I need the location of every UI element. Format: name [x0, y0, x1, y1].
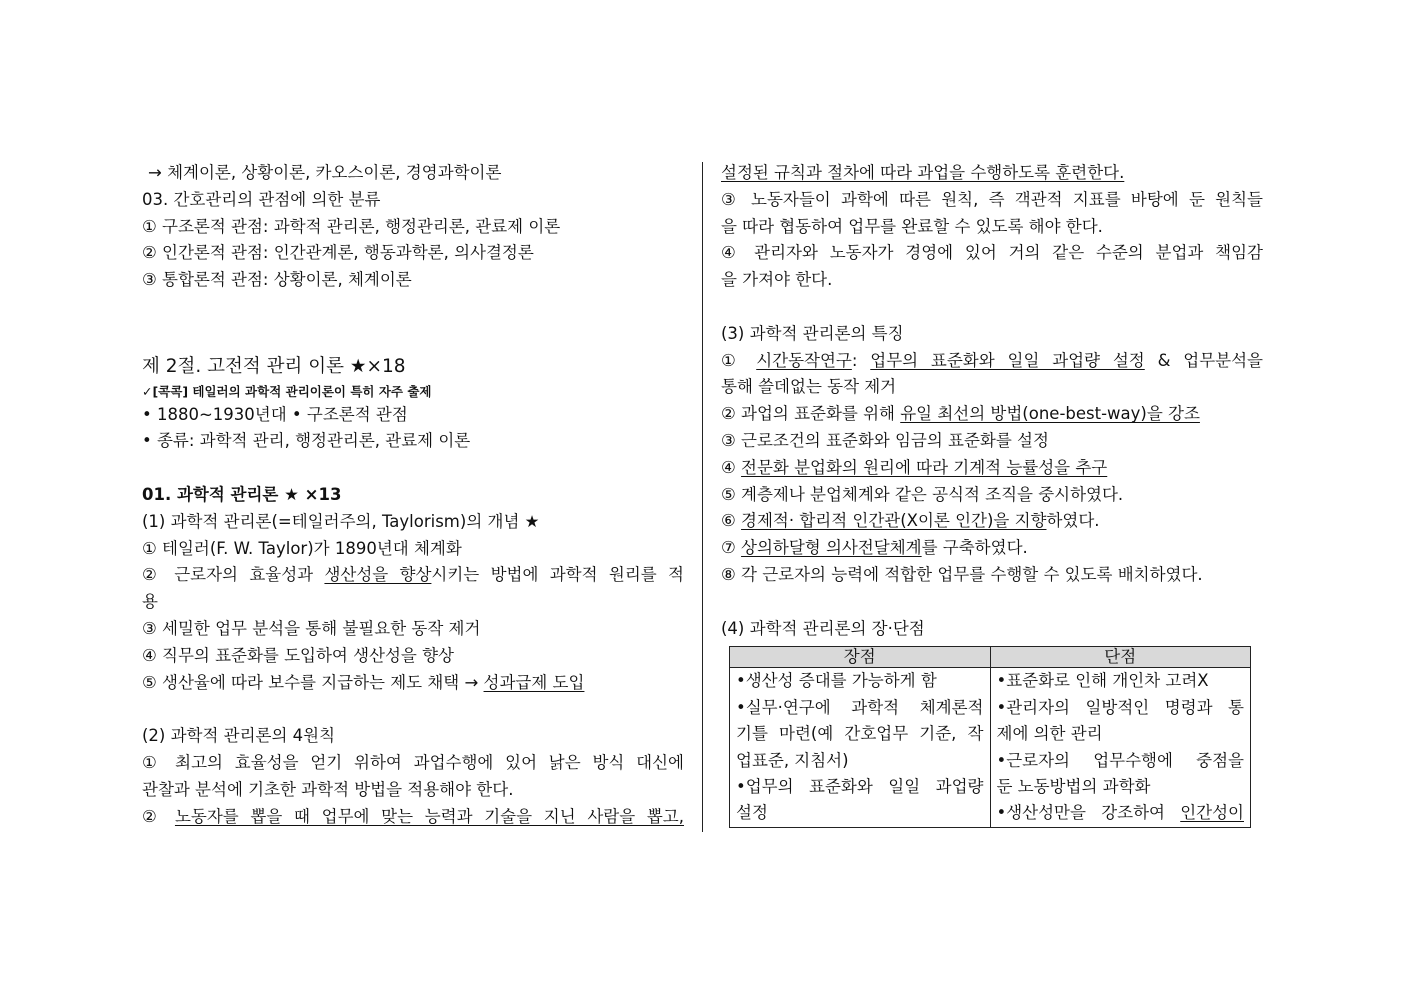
cons-line: •근로자의 업무수행에 중점을 [996, 750, 1244, 770]
pros-line: 기틀 마련(예 간호업무 기준, 작 [736, 724, 984, 744]
list-item: ⑦ 상의하달형 의사전달체계를 구축하였다. [721, 538, 1028, 558]
cons-line: •생산성만을 강조하여 인간성이 [996, 803, 1244, 823]
list-item: ② 근로자의 효율성과 생산성을 향상시키는 방법에 과학적 원리를 적 [142, 565, 684, 585]
underlined-text: 설정된 규칙과 절차에 따라 과업을 수행하도록 훈련한다. [721, 163, 1125, 182]
list-item: ④ 관리자와 노동자가 경영에 있어 거의 같은 수준의 분업과 책임감 [721, 243, 1263, 263]
list-item: ③ 세밀한 업무 분석을 통해 불필요한 동작 제거 [142, 618, 481, 638]
cons-line: •표준화로 인해 개인차 고려X [996, 671, 1209, 691]
concept-title: (1) 과학적 관리론(=테일러주의, Taylorism)의 개념 ★ [142, 511, 540, 531]
pros-cell [730, 668, 991, 827]
list-item-continuation: 통해 쓸데없는 동작 제거 [721, 377, 897, 397]
column-divider [702, 162, 703, 832]
list-item: ③ 노동자들이 과학에 따른 원칙, 즉 객관적 지표를 바탕에 둔 원칙들 [721, 189, 1263, 209]
list-item-continuation: 을 따라 협동하여 업무를 완료할 수 있도록 해야 한다. [721, 216, 1103, 236]
bullet-types: • 종류: 과학적 관리, 행정관리론, 관료제 이론 [142, 431, 471, 451]
pros-line: •생산성 증대를 가능하게 함 [736, 671, 937, 691]
list-item: ② 인간론적 관점: 인간관계론, 행동과학론, 의사결정론 [142, 243, 534, 263]
list-item: ④ 전문화 분업화의 원리에 따라 기계적 능률성을 추구 [721, 457, 1108, 477]
cons-cell [990, 668, 1251, 827]
list-item: ③ 통합론적 관점: 상황이론, 체계이론 [142, 270, 412, 290]
section-03-title: 03. 간호관리의 관점에 의한 분류 [142, 189, 381, 209]
underlined-text: 인간성이 [1180, 803, 1244, 823]
list-item: ⑧ 각 근로자의 능력에 적합한 업무를 수행할 수 있도록 배치하였다. [721, 564, 1203, 584]
pros-cons-title: (4) 과학적 관리론의 장·단점 [721, 618, 925, 638]
list-item-continuation: 용 [142, 592, 158, 612]
pros-line: •업무의 표준화와 일일 과업량 [736, 776, 984, 796]
cons-line: 둔 노동방법의 과학화 [996, 776, 1151, 796]
pros-line: •실무·연구에 과학적 체계론적 [736, 697, 984, 717]
list-item: ② 노동자를 뽑을 때 업무에 맞는 능력과 기술을 지닌 사람을 뽑고, [142, 806, 684, 826]
cons-header: 단점 [990, 647, 1251, 668]
list-item: ① 구조론적 관점: 과학적 관리론, 행정관리론, 관료제 이론 [142, 216, 561, 236]
cons-line: •관리자의 일방적인 명령과 통 [996, 697, 1244, 717]
table-row [730, 668, 1251, 827]
list-item: ② 과업의 표준화를 위해 유일 최선의 방법(one-best-way)을 강조 [721, 404, 1200, 424]
bullet-era: • 1880~1930년대 • 구조론적 관점 [142, 404, 408, 424]
pros-header: 장점 [730, 647, 991, 668]
list-item: ⑤ 생산율에 따라 보수를 지급하는 제도 채택 → 성과급제 도입 [142, 672, 585, 692]
section-01-title: 01. 과학적 관리론 ★ ×13 [142, 484, 342, 504]
list-item-continuation [721, 160, 1263, 187]
list-item: ④ 직무의 표준화를 도입하여 생산성을 향상 [142, 645, 454, 665]
list-item: ⑤ 계층제나 분업체계와 같은 공식적 조직을 중시하였다. [721, 484, 1124, 504]
underlined-text: 노동자를 뽑을 때 업무에 맞는 능력과 기술을 지닌 사람을 뽑고, [174, 806, 684, 826]
chapter-title: 제 2절. 고전적 관리 이론 ★×18 [142, 355, 406, 377]
list-item: ① 시간동작연구: 업무의 표준화와 일일 과업량 설정 & 업무분석을 [721, 350, 1263, 370]
list-item: ① 최고의 효율성을 얻기 위하여 과업수행에 있어 낡은 방식 대신에 [142, 752, 684, 772]
list-item-continuation: 관찰과 분석에 기초한 과학적 방법을 적용해야 한다. [142, 779, 514, 799]
underlined-text: 시간동작연구 [756, 350, 852, 370]
underlined-text: 업무의 표준화와 일일 과업량 설정 [870, 350, 1145, 370]
pros-cons-table [729, 646, 1251, 827]
exam-tip: ✓[콕콕] 테일러의 과학적 관리이론이 특히 자주 출제 [142, 383, 432, 399]
principles-title: (2) 과학적 관리론의 4원칙 [142, 726, 336, 746]
underlined-text: 유일 최선의 방법(one-best-way)을 강조 [900, 404, 1200, 424]
pros-line: 업표준, 지침서) [736, 750, 849, 770]
list-item: ⑥ 경제적· 합리적 인간관(X이론 인간)을 지향하였다. [721, 511, 1100, 531]
underlined-text: 생산성을 향상 [324, 565, 432, 585]
list-item: ① 테일러(F. W. Taylor)가 1890년대 체계화 [142, 538, 462, 558]
table-header-row [730, 647, 1251, 668]
list-item-continuation: 을 가져야 한다. [721, 270, 833, 290]
underlined-text: 상의하달형 의사전달체계 [741, 538, 922, 558]
pros-line: 설정 [736, 803, 768, 823]
arrow-theories-line: → 체계이론, 상황이론, 카오스이론, 경영과학이론 [148, 163, 502, 182]
underlined-text: 경제적· 합리적 인간관(X이론 인간)을 지향 [741, 511, 1047, 531]
left-column [142, 160, 684, 830]
right-column [721, 160, 1263, 828]
underlined-text: 성과급제 도입 [483, 672, 585, 692]
features-title: (3) 과학적 관리론의 특징 [721, 323, 904, 343]
underlined-text: 전문화 분업화의 원리에 따라 기계적 능률성을 추구 [741, 457, 1108, 477]
list-item: ③ 근로조건의 표준화와 임금의 표준화를 설정 [721, 430, 1049, 450]
cons-line: 제에 의한 관리 [996, 724, 1103, 744]
